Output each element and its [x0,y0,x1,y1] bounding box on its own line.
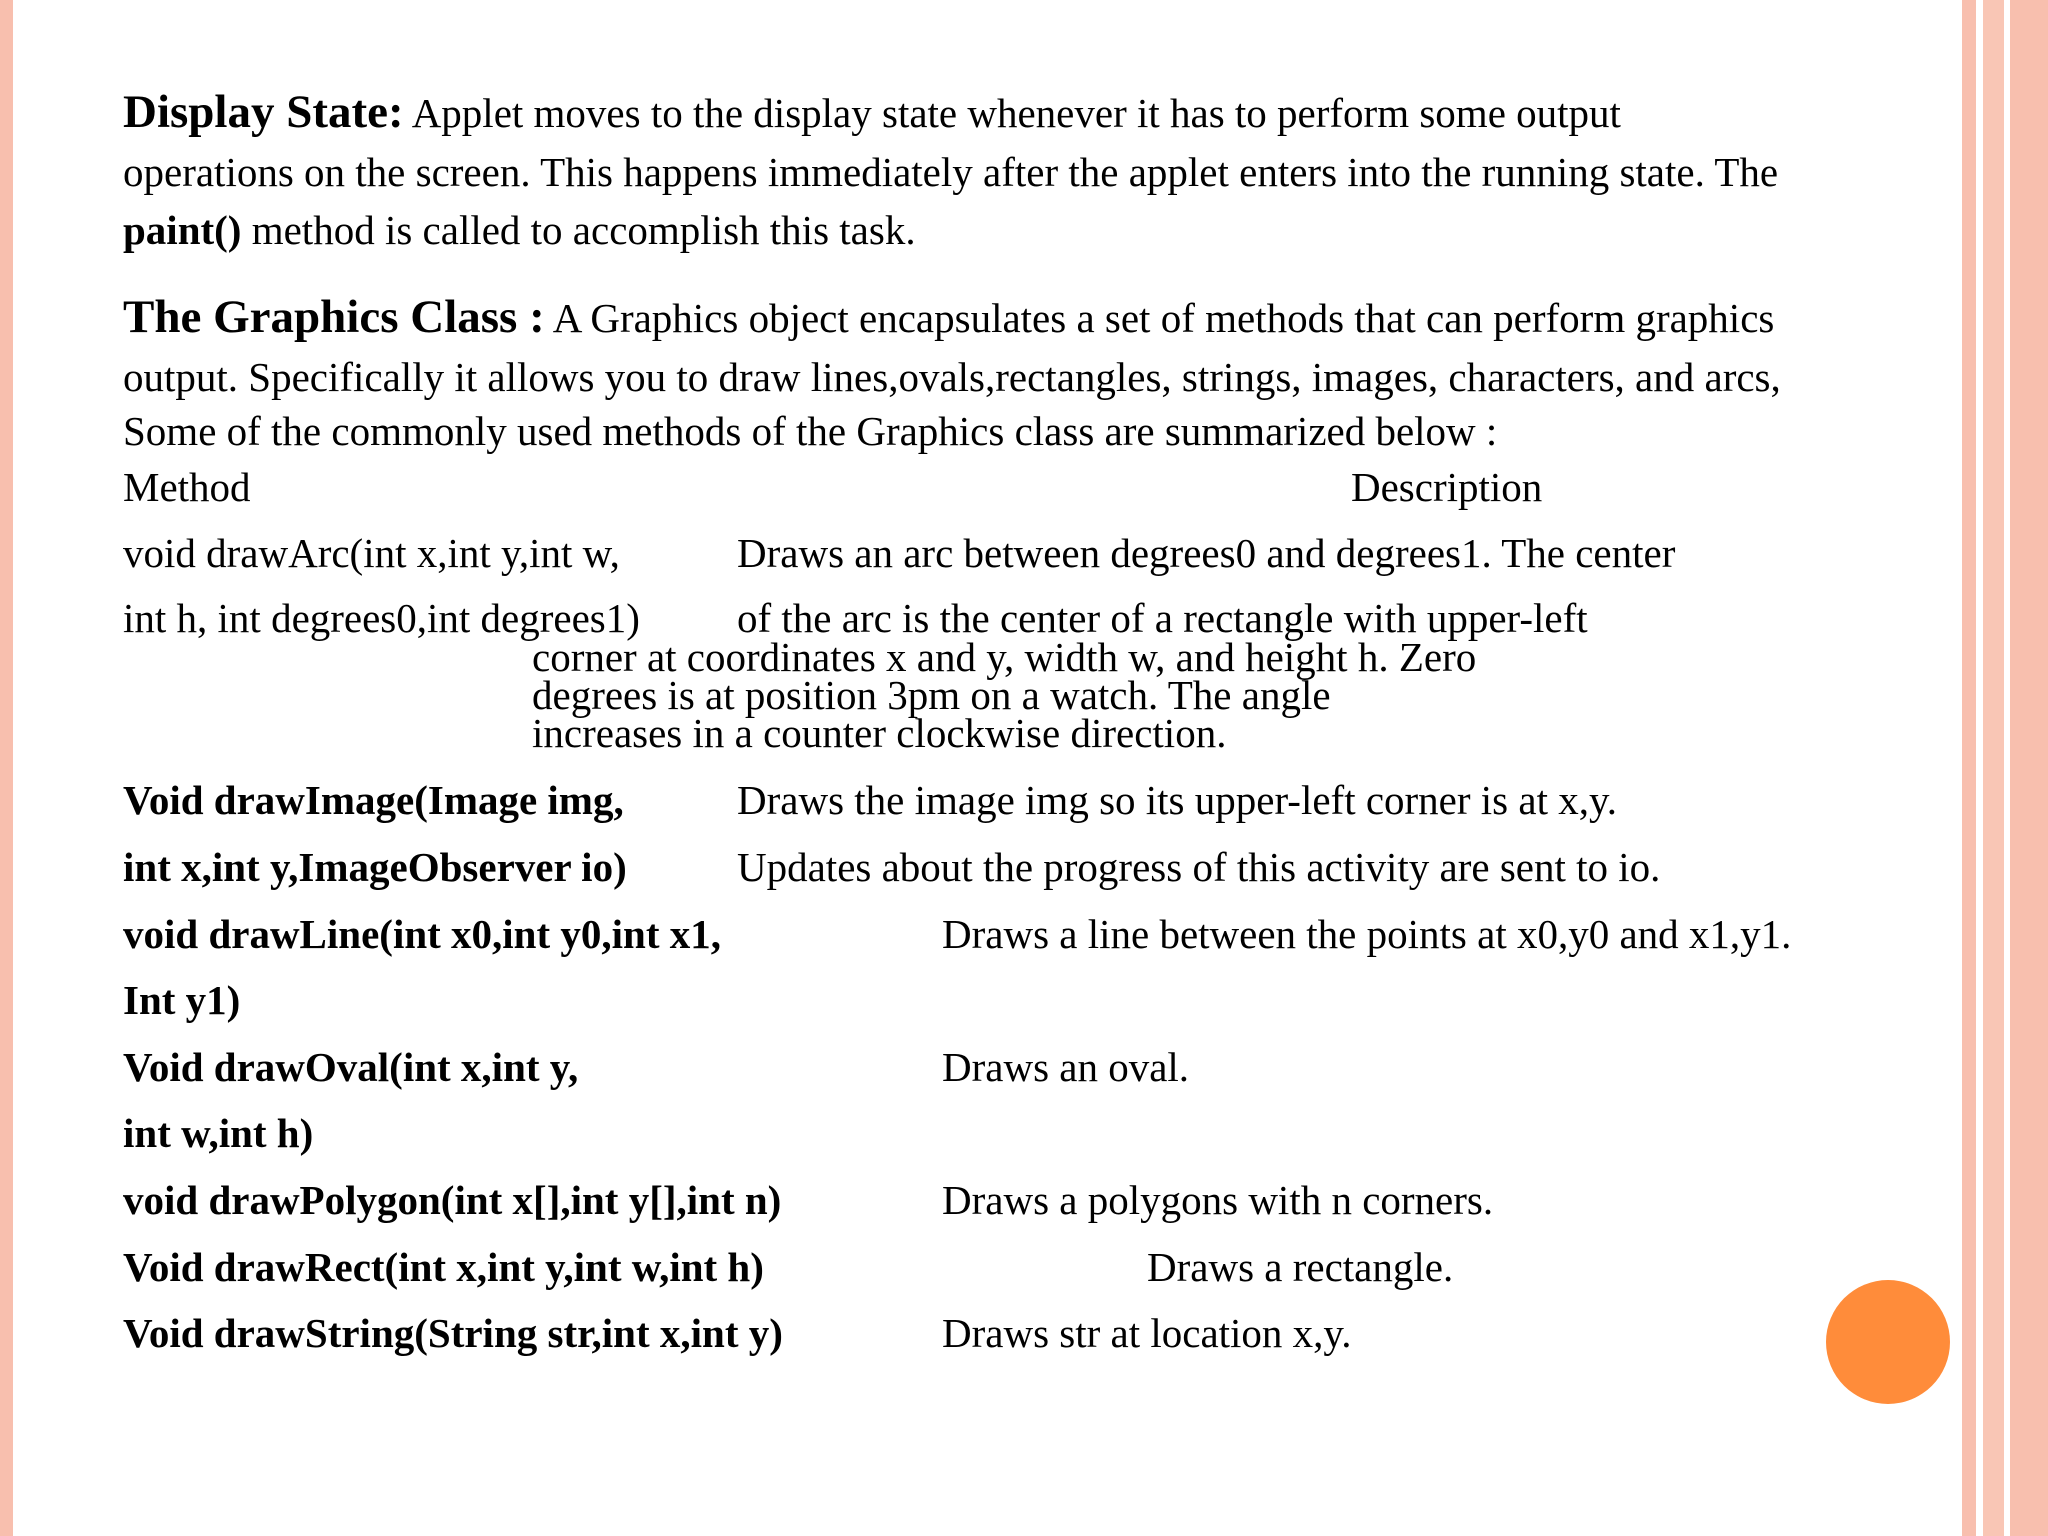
display-state-text-1: Applet moves to the display state whenever it has to perform some output [403,90,1621,136]
desc-drawarc-line-4: degrees is at position 3pm on a watch. The angle [532,672,1331,718]
method-drawimage-line-2: int x,int y,ImageObserver io) [123,844,627,890]
method-drawline-line-2: Int y1) [123,977,241,1023]
column-header-description: Description [1351,464,1543,510]
graphics-class-heading: The Graphics Class : [123,291,545,343]
method-drawoval-line-1: Void drawOval(int x,int y, [123,1044,579,1090]
method-drawpolygon: void drawPolygon(int x[],int y[],int n) [123,1177,782,1223]
desc-drawimage-line-2: Updates about the progress of this activity are sent to io. [737,844,1661,890]
display-state-line-1 [123,88,1621,137]
method-drawrect: Void drawRect(int x,int y,int w,int h) [123,1244,764,1290]
slide-border-left [0,0,13,1536]
display-state-line-2: operations on the screen. This happens immediately after the applet enters into the running state. The [123,149,1779,195]
method-drawimage-line-1: Void drawImage(Image img, [123,777,624,823]
desc-drawoval: Draws an oval. [942,1044,1190,1090]
column-header-method: Method [123,464,251,510]
desc-drawimage-line-1: Draws the image img so its upper-left corner is at x,y. [737,777,1618,823]
desc-drawline: Draws a line between the points at x0,y0 and x1,y1. [942,911,1792,957]
desc-drawstring: Draws str at location x,y. [942,1310,1352,1356]
graphics-class-text-1: A Graphics object encapsulates a set of methods that can perform graphics [544,295,1775,341]
slide-border-right-middle [1983,0,2004,1536]
paint-method-name: paint() [123,207,242,253]
method-drawstring: Void drawString(String str,int x,int y) [123,1310,783,1356]
display-state-text-3: method is called to accomplish this task. [241,207,916,253]
slide-border-right-outer [2010,0,2048,1536]
decorative-orange-circle [1826,1280,1950,1404]
desc-drawarc-line-3: corner at coordinates x and y, width w, and height h. Zero [532,634,1477,680]
method-drawarc-line-1: void drawArc(int x,int y,int w, [123,530,620,576]
desc-drawarc-line-1: Draws an arc between degrees0 and degrees1. The center [737,530,1676,576]
desc-drawarc-line-2: of the arc is the center of a rectangle with upper-left [737,595,1588,641]
method-drawarc-line-2: int h, int degrees0,int degrees1) [123,595,640,641]
desc-drawarc-line-5: increases in a counter clockwise direction. [532,710,1227,756]
display-state-line-3 [123,206,916,254]
graphics-class-line-3: Some of the commonly used methods of the Graphics class are summarized below : [123,408,1498,454]
graphics-class-line-1 [123,293,1774,342]
display-state-heading: Display State: [123,86,404,138]
method-drawoval-line-2: int w,int h) [123,1110,314,1156]
method-drawline-line-1: void drawLine(int x0,int y0,int x1, [123,911,721,957]
slide-border-right-inner [1962,0,1976,1536]
graphics-class-line-2: output. Specifically it allows you to draw lines,ovals,rectangles, strings, images, characters, and arcs, [123,354,1781,400]
desc-drawpolygon: Draws a polygons with n corners. [942,1177,1494,1223]
desc-drawrect: Draws a rectangle. [1147,1244,1454,1290]
